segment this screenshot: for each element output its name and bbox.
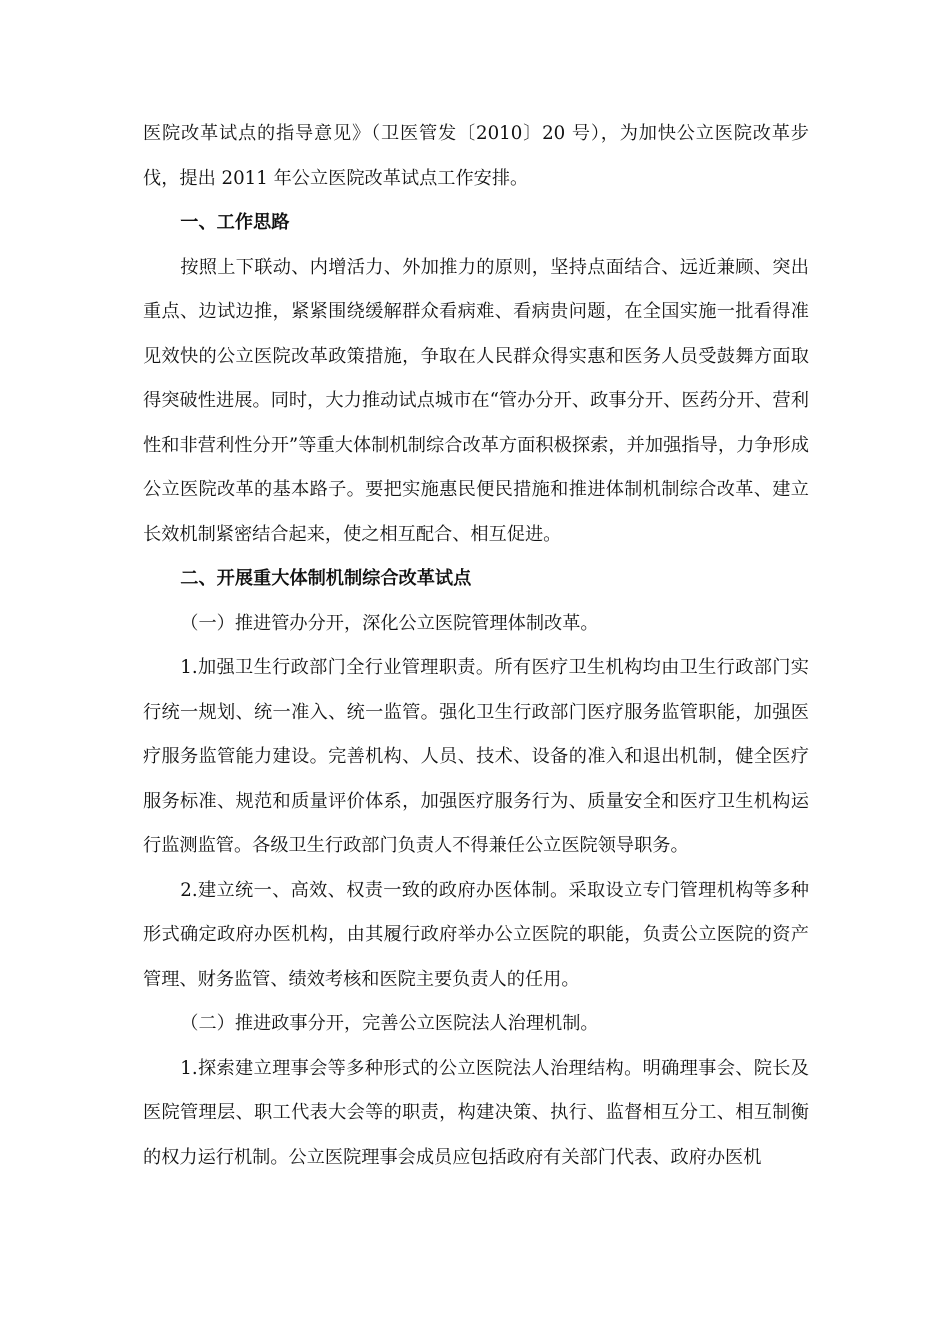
- paragraph-item-2-government-system: 2.建立统一、高效、权责一致的政府办医体制。采取设立专门管理机构等多种形式确定政府办医机构，由其履行政府举办公立医院的职能，负责公立医院的资产管理、财务监管、绩效考核和医院主要负责人的任用。: [143, 879, 809, 990]
- section-heading-reform-pilot: 二、开展重大体制机制综合改革试点: [180, 568, 472, 589]
- paragraph-work-approach: 按照上下联动、内增活力、外加推力的原则，坚持点面结合、远近兼顾、突出重点、边试边推，紧紧围绕缓解群众看病难、看病贵问题，在全国实施一批看得准见效快的公立医院改革政策措施，争取在人民群众得实惠和医务人员受鼓舞方面取得突破性进展。同时，大力推动试点城市在“管办分开、政事分开、医药分开、营利性和非营利性分开”等重大体制机制综合改革方面积极探索，并加强指导，力争形成公立医院改革的基本路子。要把实施惠民便民措施和推进体制机制综合改革、建立长效机制紧密结合起来，使之相互配合、相互促进。: [143, 256, 809, 545]
- subsection-heading-governance-separation: （二）推进政事分开，完善公立医院法人治理机制。: [180, 1013, 599, 1034]
- subsection-heading-management-separation: （一）推进管办分开，深化公立医院管理体制改革。: [180, 612, 599, 634]
- section-heading-work-approach: 一、工作思路: [180, 212, 290, 233]
- paragraph-item-1-industry-management: 1.加强卫生行政部门全行业管理职责。所有医疗卫生机构均由卫生行政部门实行统一规划、统一准入、统一监管。强化卫生行政部门医疗服务监管职能，加强医疗服务监管能力建设。完善机构、人员、技术、设备的准入和退出机制，健全医疗服务标准、规范和质量评价体系，加强医疗服务行为、质量安全和医疗卫生机构运行监测监管。各级卫生行政部门负责人不得兼任公立医院领导职务。: [143, 657, 809, 856]
- paragraph-continuation: 医院改革试点的指导意见》（卫医管发〔2010〕20 号），为加快公立医院改革步伐，提出 2011 年公立医院改革试点工作安排。: [143, 123, 809, 189]
- paragraph-item-1-legal-governance: 1.探索建立理事会等多种形式的公立医院法人治理结构。明确理事会、院长及医院管理层、职工代表大会等的职责，构建决策、执行、监督相互分工、相互制衡的权力运行机制。公立医院理事会成员应包括政府有关部门代表、政府办医机: [143, 1057, 809, 1168]
- document-body: [143, 112, 809, 1180]
